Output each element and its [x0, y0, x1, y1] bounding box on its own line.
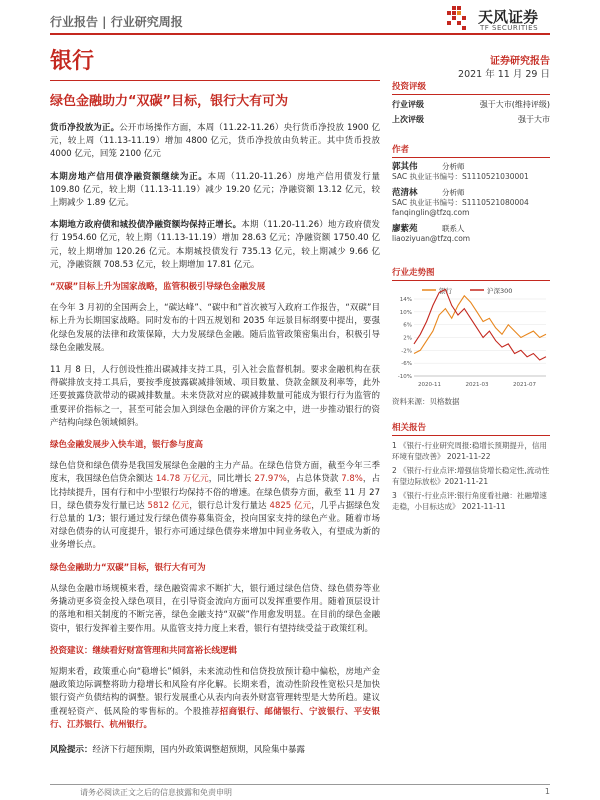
related-report-item[interactable]: 2 《银行-行业点评:增强信贷增长稳定性,流动性有望边际放松》2021-11-21 [392, 466, 550, 486]
y-tick-label: -10% [397, 374, 412, 380]
paragraph-policy: 在今年 3 月初的全国两会上，“碳达峰”、“碳中和”首次被写入政府工作报告，“双碳”目标上升为长期国家战略。同时发布的十四五规划和 2035 年远景目标纲要中提出，要强化绿色发展的法律和政策保障，大力发展绿色金融。随后监管政策密集出台，积极引导绿色金融发展。 [50, 303, 380, 353]
disclaimer: 请务必阅读正文之后的信息披露和免责申明 [80, 788, 232, 797]
section-heading-investment: 投资建议：继续看好财富管理和共同富裕长线逻辑 [50, 645, 238, 656]
title-rule [50, 80, 380, 81]
rating-header: 投资评级 [392, 80, 550, 95]
y-tick-label: 10% [399, 309, 412, 316]
y-tick-label: 14% [399, 297, 412, 303]
report-body [50, 122, 380, 766]
author-1: 郭其伟 分析师 SAC 执业证书编号：S1110521030001 [392, 162, 529, 181]
authors-header: 作者 [392, 143, 550, 158]
y-tick-label: -2% [401, 348, 412, 355]
section-heading-green-finance: 绿色金融发展步入快车道，银行参与度高 [50, 440, 204, 451]
header-rule [50, 33, 550, 35]
related-reports-list [392, 440, 550, 512]
logo-text: 天风证券 [478, 8, 539, 26]
paragraph-local-gov-bonds: 本期地方政府债和城投债净融资额均保持正增长。本期（11.20-11.26）地方政府债发行 1954.60 亿元，较上期（11.13-11.19）增加 28.63 亿元；净融资额 1750.40 亿元，较上期增加 120.26 亿元。本期城投债发行 735.13 亿元，较上期减少 9.66 亿元，净融资额 708.53 亿元，较上期增加 17.81 亿元。 [50, 220, 380, 270]
paragraph-market-scale: 从绿色金融市场规模来看，绿色融资需求不断扩大，银行通过绿色信贷、绿色债券等业务撬动更多资金投入绿色项目，在引导资金流向方面可以发挥重要作用。随着顶层设计的落地和相关制度的不断完善，绿色金融支持“双碳”作用愈发明显。在目前的绿色金融资中，银行发挥着主要作用。从监管支持力度上来看，银行有望持续受益于政策红利。 [50, 583, 380, 634]
author-2: 范清林 分析师 SAC 执业证书编号：S1110521080004 fanqinglin@tfzq.com [392, 188, 529, 217]
sidebar [392, 80, 550, 515]
paragraph-money-supply: 货币净投放为正。公开市场操作方面，本周（11.22-11.26）央行货币净投放 1900 亿元，较上周（11.13-11.19）增加 4800 亿元，货币净投放由负转正。其中货币投放 4000 亿元，回笼 2100 亿元 [50, 123, 380, 160]
logo-mark-icon [447, 6, 466, 30]
report-category: 行业报告 | 行业研究周报 [50, 15, 183, 29]
paragraph-green-credit: 绿色信贷和绿色债券是我国发展绿色金融的主力产品。在绿色信贷方面，截至今年三季度末，我国绿色信贷余额达 14.78 万亿元，同比增长 27.97%，占总体贷款 7.8%，占比持续提升，国有行和中小型银行均保持不俗的增速。在绿色债券方面，截至 11 月 27 日，绿色债券发行量已达 5812 亿元，银行总计发行量达 4825 亿元，几乎占据绿色发行总量的 1/3；银行通过发行绿色债券募集资金，投向国家支持的绿色产业。随着市场对绿色债券的认可度提升，银行亦可通过绿色债券来增加中间业务收入，有望成为新的业务增长点。 [50, 461, 380, 551]
footer-rule [50, 784, 550, 785]
previous-rating-row: 上次评级 强于大市 [392, 115, 550, 124]
chart-source: 资料来源：贝格数据 [392, 397, 460, 406]
report-type: 证券研究报告 [490, 56, 550, 67]
paragraph-carbon-tool: 11 月 8 日，人行创设性推出碳减排支持工具，引入社会监督机制。要求金融机构在获得碳排放支持工具后，要按季度披露碳减排领域、项目数量、贷款金额及利率等，此外还要披露贷款带动的碳减排数量。未来贷款对应的碳减排数量可能成为银行行为监管的重要评价指标之一，甚至可能会加入到绿色金融的评价方案之中，进一步推动银行的资产结构向绿色领域倾斜。 [50, 365, 380, 428]
legend-label: 银行 [439, 287, 452, 295]
section-heading-dual-carbon: “双碳”目标上升为国家战略，监管积极引导绿色金融发展 [50, 282, 266, 293]
x-tick-label: 2021-03 [465, 382, 489, 388]
x-tick-label: 2021-07 [513, 382, 537, 388]
y-tick-label: 6% [403, 322, 412, 329]
paragraph-investment: 短期来看，政策重心向“稳增长”倾斜，未来流动性和信贷投放预计稳中偏松，房地产金融政策边际调整将助力稳增长和风险有序化解。长期来看，流动性阶段性宽松只是加快银行资产负债结构的调整。银行发展重心从表内向表外财富管理转型是大势所趋。建议重视轻资产、低风险的零售标的。个股推荐招商银行、邮储银行、宁波银行、平安银行、江苏银行、杭州银行。 [50, 666, 380, 730]
trend-chart [392, 285, 550, 392]
y-tick-label: 2% [403, 335, 412, 342]
legend-label: 沪深300 [487, 287, 513, 295]
author-3: 廖紫苑 联系人 liaoziyuan@tfzq.com [392, 224, 471, 243]
report-title: 绿色金融助力“双碳”目标，银行大有可为 [50, 94, 289, 109]
report-date: 2021 年 11 月 29 日 [458, 69, 550, 80]
trend-chart-svg [392, 285, 550, 390]
y-tick-label: -6% [401, 361, 412, 368]
rating-row: 行业评级 强于大市(维持评级) [392, 100, 550, 109]
trend-chart-header: 行业走势图 [392, 266, 550, 281]
paragraph-risk: 风险提示：经济下行超预期，国内外政策调整超预期，风险集中暴露 [50, 744, 306, 755]
related-report-item[interactable]: 1 《银行-行业研究周报:稳增长预期提升，信用环境有望改善》 2021-11-22 [392, 441, 547, 461]
x-tick-label: 2020-11 [418, 382, 441, 388]
page-number: 1 [544, 787, 550, 796]
paragraph-real-estate-bonds: 本期房地产信用债净融资额继续为正。本周（11.20-11.26）房地产信用债发行量 109.80 亿元，较上期（11.13-11.19）减少 19.20 亿元；净融资额 13.12 亿元，较上期减少 1.89 亿元。 [50, 171, 380, 209]
related-reports-header: 相关报告 [392, 421, 550, 436]
section-heading-banks-role: 绿色金融助力“双碳”目标，银行大有可为 [50, 562, 206, 573]
related-report-item[interactable]: 3 《银行-行业点评:银行角度看社融：社融增速走稳，小目标达成》 2021-11-11 [392, 491, 547, 511]
logo-subtext: TF SECURITIES [480, 24, 539, 32]
industry-name: 银行 [50, 49, 95, 74]
